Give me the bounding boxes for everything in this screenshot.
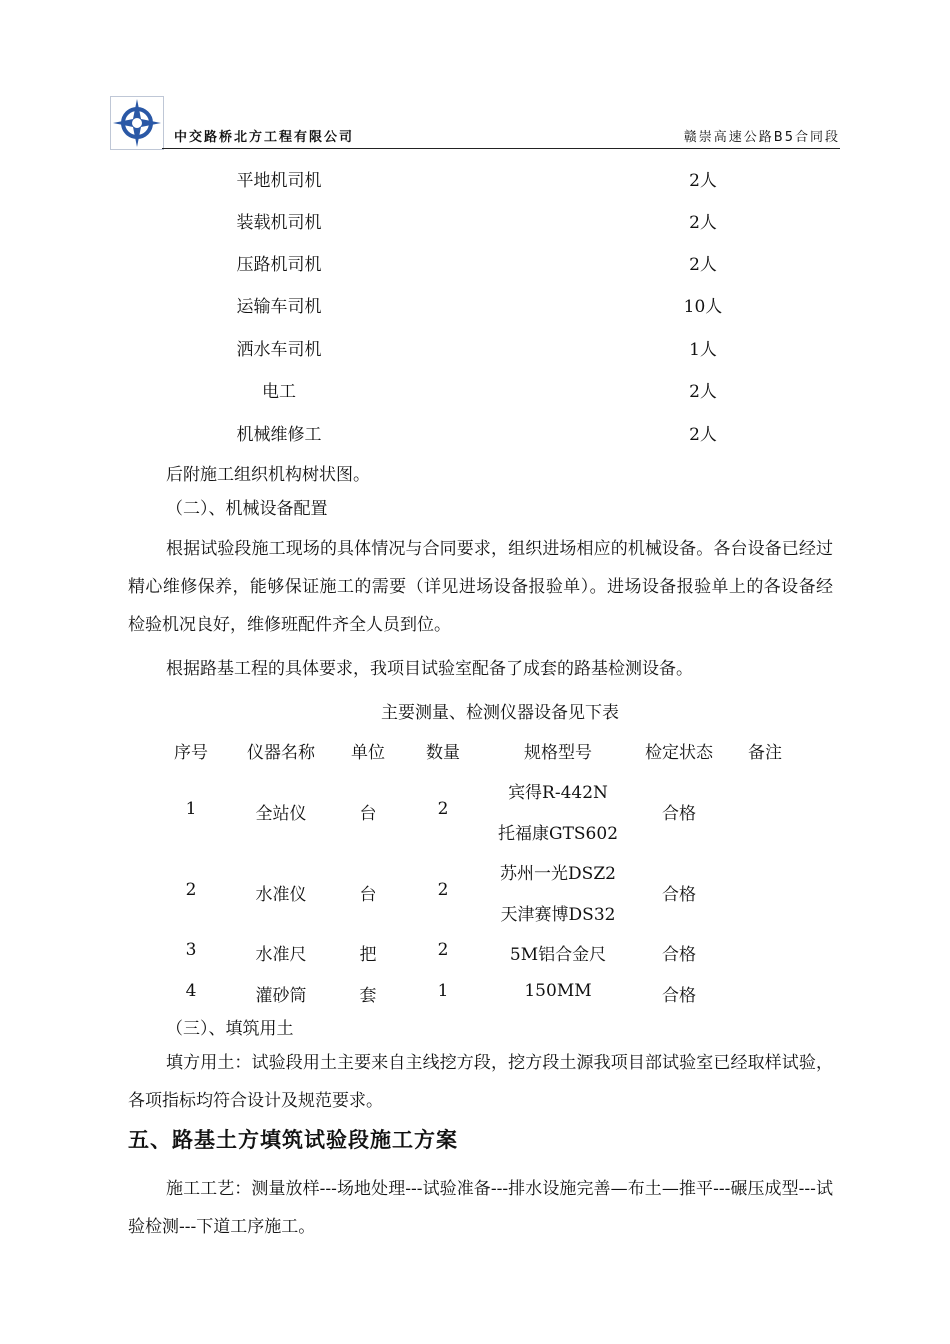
cell-spec: 宾得R-442N	[508, 783, 608, 803]
cell-name: 水准尺	[255, 945, 307, 965]
table-title: 主要测量、检测仪器设备见下表	[381, 703, 619, 723]
column-header: 规格型号	[524, 743, 592, 763]
paragraph-2: 根据路基工程的具体要求，我项目试验室配备了成套的路基检测设备。	[166, 659, 693, 679]
cell-qty: 2	[437, 940, 449, 960]
cell-qty: 1	[437, 981, 449, 1001]
column-header: 序号	[174, 743, 208, 763]
contract-section: 赣崇高速公路B5合同段	[683, 130, 840, 145]
paragraph-4: 施工工艺：测量放样---场地处理---试验准备---排水设施完善—布土—推平---碾压成型---试验检测---下道工序施工。	[128, 1179, 833, 1237]
cell-qty: 2	[437, 880, 449, 900]
cell-status: 合格	[662, 885, 696, 905]
staff-role: 压路机司机	[236, 255, 322, 275]
cell-no: 1	[185, 799, 197, 819]
staff-count: 2人	[689, 425, 717, 445]
header-rule	[162, 148, 840, 149]
staff-role: 运输车司机	[236, 297, 322, 317]
attach-note: 后附施工组织机构树状图。	[166, 465, 370, 485]
section-3-title: （三）、填筑用土	[166, 1019, 294, 1039]
cell-no: 3	[185, 940, 197, 960]
staff-count: 1人	[689, 340, 717, 360]
cell-spec: 托福康GTS602	[497, 824, 619, 844]
staff-count: 2人	[689, 382, 717, 402]
cell-unit: 台	[359, 804, 377, 824]
staff-role: 洒水车司机	[236, 340, 322, 360]
column-header: 数量	[426, 743, 460, 763]
staff-count: 10人	[683, 297, 723, 317]
cell-unit: 把	[359, 945, 377, 965]
section-2-title: （二）、机械设备配置	[166, 499, 328, 519]
company-name: 中交路桥北方工程有限公司	[174, 130, 355, 145]
column-header: 检定状态	[645, 743, 713, 763]
cell-status: 合格	[662, 945, 696, 965]
page-header	[110, 96, 840, 152]
cell-spec: 5M铝合金尺	[509, 945, 607, 965]
cell-status: 合格	[662, 804, 696, 824]
staff-role: 平地机司机	[236, 171, 322, 191]
staff-count: 2人	[689, 255, 717, 275]
column-header: 仪器名称	[247, 743, 315, 763]
cell-name: 灌砂筒	[255, 986, 307, 1006]
cell-qty: 2	[437, 799, 449, 819]
company-logo	[110, 96, 164, 150]
cell-spec: 天津赛博DS32	[500, 905, 616, 925]
cell-unit: 套	[359, 986, 377, 1006]
cross-star-logo-icon	[111, 97, 163, 149]
section-5-heading: 五、路基土方填筑试验段施工方案	[128, 1128, 458, 1152]
cell-no: 2	[185, 880, 197, 900]
cell-no: 4	[185, 981, 197, 1001]
staff-role: 装载机司机	[236, 213, 322, 233]
column-header: 备注	[748, 743, 782, 763]
staff-count: 2人	[689, 171, 717, 191]
staff-role: 机械维修工	[236, 425, 322, 445]
paragraph-3: 填方用土：试验段用土主要来自主线挖方段，挖方段土源我项目部试验室已经取样试验，各项指标均符合设计及规范要求。	[128, 1053, 833, 1111]
cell-unit: 台	[359, 885, 377, 905]
cell-status: 合格	[662, 986, 696, 1006]
cell-spec: 150MM	[524, 981, 592, 1001]
paragraph-1: 根据试验段施工现场的具体情况与合同要求，组织进场相应的机械设备。各台设备已经过精心维修保养，能够保证施工的需要（详见进场设备报验单）。进场设备报验单上的各设备经检验机况良好，维修班配件齐全人员到位。	[128, 539, 833, 635]
staff-count: 2人	[689, 213, 717, 233]
column-header: 单位	[351, 743, 385, 763]
cell-name: 水准仪	[255, 885, 307, 905]
cell-name: 全站仪	[255, 804, 307, 824]
cell-spec: 苏州一光DSZ2	[500, 864, 616, 884]
staff-role: 电工	[262, 382, 296, 402]
